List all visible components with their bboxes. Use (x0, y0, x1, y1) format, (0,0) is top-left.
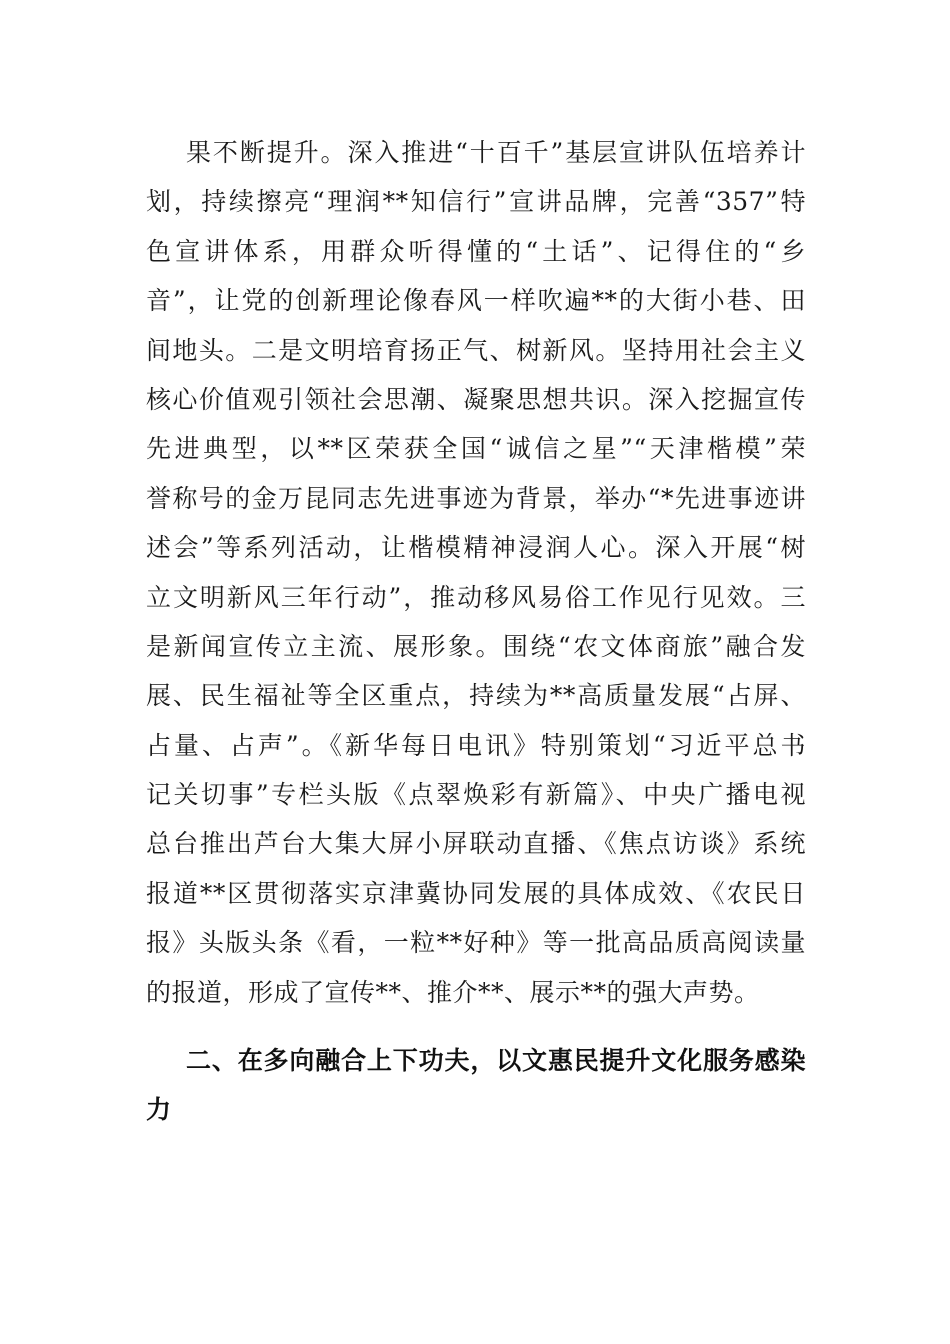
paragraph-line: 占量、占声”。《新华每日电讯》特别策划“习近平总书 (146, 730, 806, 760)
paragraph-line: 划，持续擦亮“理润**知信行”宣讲品牌，完善“357”特 (146, 187, 806, 217)
paragraph-line: 立文明新风三年行动”，推动移风易俗工作见行见效。三 (146, 582, 806, 612)
paragraph-line: 总台推出芦台大集大屏小屏联动直播、《焦点访谈》系统 (146, 829, 806, 859)
heading-line: 二、在多向融合上下功夫，以文惠民提升文化服务感染 (186, 1046, 806, 1075)
section-heading (146, 1036, 806, 1135)
paragraph-line: 间地头。二是文明培育扬正气、树新风。坚持用社会主义 (146, 335, 806, 365)
paragraph-line: 核心价值观引领社会思潮、凝聚思想共识。深入挖掘宣传 (146, 384, 806, 414)
paragraph-line: 是新闻宣传立主流、展形象。围绕“农文体商旅”融合发 (146, 631, 806, 661)
paragraph-line: 音”，让党的创新理论像春风一样吹遍**的大街小巷、田 (146, 286, 806, 316)
paragraph-line: 的报道，形成了宣传**、推介**、展示**的强大声势。 (146, 977, 760, 1007)
body-paragraph (146, 128, 806, 1017)
paragraph-line: 先进典型，以**区荣获全国“诚信之星”“天津楷模”荣 (146, 434, 806, 464)
paragraph-line: 记关切事”专栏头版《点翠焕彩有新篇》、中央广播电视 (146, 780, 806, 810)
paragraph-line: 誉称号的金万昆同志先进事迹为背景，举办“*先进事迹讲 (146, 483, 806, 513)
paragraph-line: 报》头版头条《看，一粒**好种》等一批高品质高阅读量 (146, 928, 806, 958)
heading-line: 力 (146, 1095, 172, 1125)
paragraph-line: 报道**区贯彻落实京津冀协同发展的具体成效、《农民日 (146, 878, 806, 908)
paragraph-line: 展、民生福祉等全区重点，持续为**高质量发展“占屏、 (146, 681, 806, 711)
paragraph-line: 色宣讲体系，用群众听得懂的“土话”、记得住的“乡 (146, 236, 806, 266)
paragraph-line: 果不断提升。深入推进“十百千”基层宣讲队伍培养计 (186, 138, 806, 167)
paragraph-line: 述会”等系列活动，让楷模精神浸润人心。深入开展“树 (146, 533, 806, 563)
